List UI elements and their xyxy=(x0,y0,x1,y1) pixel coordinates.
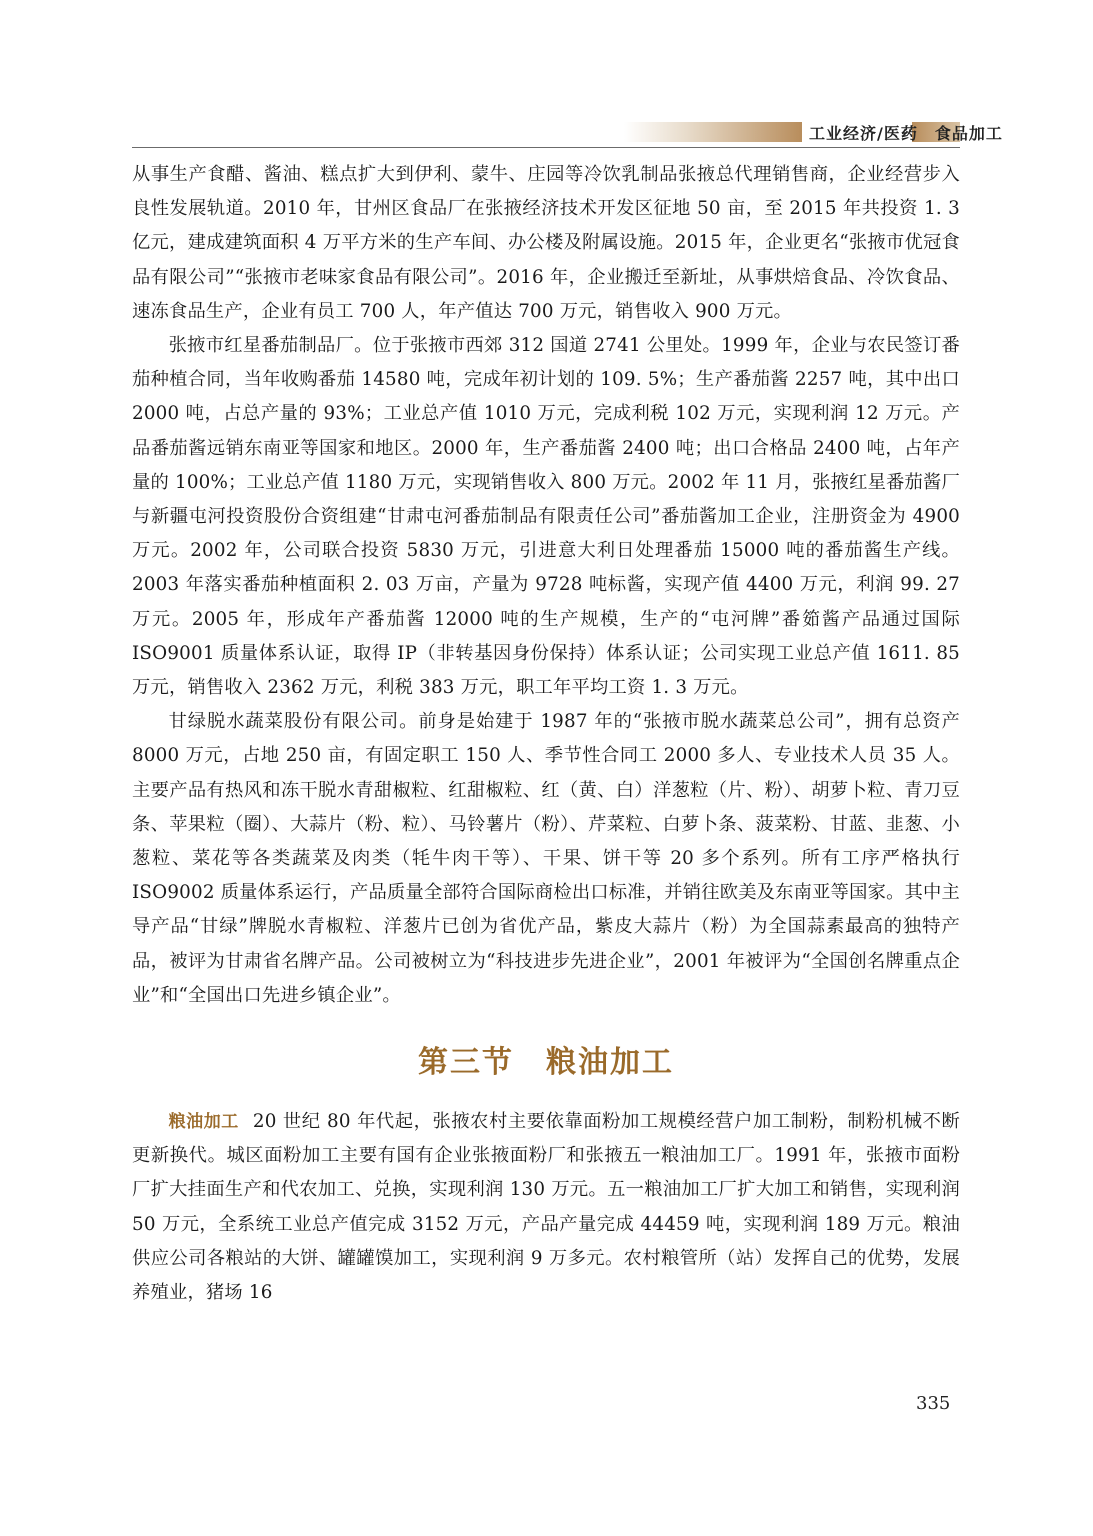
running-title: 工业经济/医药 食品加工 xyxy=(809,124,1003,143)
run-in-heading: 粮油加工 xyxy=(168,1112,239,1133)
paragraph-grain-oil-text: 20 世纪 80 年代起，张掖农村主要依靠面粉加工规模经营户加工制粉，制粉机械不断更新换代。城区面粉加工主要有国有企业张掖面粉厂和张掖五一粮油加工厂。1991 年，张掖市面粉厂扩大挂面生产和代农加工、兑换，实现利润 130 万元。五一粮油加工厂扩大加工和销售，实现利润 50 万元，全系统工业总产值完成 3152 万元，产品产量完成 44459 吨，实现利润 189 万元。粮油供应公司各粮站的大饼、罐罐馍加工，实现利润 9 万多元。农村粮管所（站）发挥自己的优势，发展养殖业，猪场 16 xyxy=(132,1111,960,1304)
paragraph-ganlv-vegetables: 甘绿脱水蔬菜股份有限公司。前身是始建于 1987 年的“张掖市脱水蔬菜总公司”，拥有总资产 8000 万元，占地 250 亩，有固定职工 150 人、季节性合同工 2000 多人、专业技术人员 35 人。主要产品有热风和冻干脱水青甜椒粒、红甜椒粒、红（黄、白）洋葱粒（片、粉）、胡萝卜粒、青刀豆条、苹果粒（圈）、大蒜片（粉、粒）、马铃薯片（粉）、芹菜粒、白萝卜条、菠菜粉、甘蓝、韭葱、小葱粒、菜花等各类蔬菜及肉类（牦牛肉干等）、干果、饼干等 20 多个系列。所有工序严格执行 ISO9002 质量体系运行，产品质量全部符合国际商检出口标准，并销往欧美及东南亚等国家。其中主导产品“甘绿”牌脱水青椒粒、洋葱片已创为省优产品，紫皮大蒜片（粉）为全国蒜素最高的独特产品，被评为甘肃省名牌产品。公司被树立为“科技进步先进企业”，2001 年被评为“全国创名牌重点企业”和“全国出口先进乡镇企业”。 xyxy=(132,711,960,1006)
page-number: 335 xyxy=(916,1393,951,1414)
section-number: 第三节 xyxy=(418,1045,514,1081)
header-decoration-left xyxy=(624,122,802,142)
page-body xyxy=(132,158,960,1310)
running-header xyxy=(132,118,1003,148)
paragraph-hongxing-tomato: 张掖市红星番茄制品厂。位于张掖市西郊 312 国道 2741 公里处。1999 年，企业与农民签订番茄种植合同，当年收购番茄 14580 吨，完成年初计划的 109. 5%；生产番茄酱 2257 吨，其中出口 2000 吨，占总产量的 93%；工业总产值 1010 万元，完成利税 102 万元，实现利润 12 万元。产品番茄酱远销东南亚等国家和地区。2000 年，生产番茄酱 2400 吨；出口合格品 2400 吨，占年产量的 100%；工业总产值 1180 万元，实现销售收入 800 万元。2002 年 11 月，张掖红星番茄酱厂与新疆屯河投资股份合资组建“甘肃屯河番茄制品有限责任公司”番茄酱加工企业，注册资金为 4900 万元。2002 年，公司联合投资 5830 万元，引进意大利日处理番茄 15000 吨的番茄酱生产线。2003 年落实番茄种植面积 2. 03 万亩，产量为 9728 吨标酱，实现产值 4400 万元，利润 99. 27 万元。2005 年，形成年产番茄酱 12000 吨的生产规模，生产的“屯河牌”番筎酱产品通过国际 ISO9001 质量体系认证，取得 IP（非转基因身份保持）体系认证；公司实现工业总产值 1611. 85 万元，销售收入 2362 万元，利税 383 万元，职工年平均工资 1. 3 万元。 xyxy=(132,335,960,699)
section-name: 粮油加工 xyxy=(546,1045,674,1081)
paragraph-grain-oil xyxy=(132,1105,960,1310)
section-heading xyxy=(132,1043,960,1083)
paragraph-continued: 从事生产食醋、酱油、糕点扩大到伊利、蒙牛、庄园等冷饮乳制品张掖总代理销售商，企业经营步入良性发展轨道。2010 年，甘州区食品厂在张掖经济技术开发区征地 50 亩，至 2015 年共投资 1. 3 亿元，建成建筑面积 4 万平方米的生产车间、办公楼及附属设施。2015 年，企业更名“张掖市优冠食品有限公司”“张掖市老味家食品有限公司”。2016 年，企业搬迁至新址，从事烘焙食品、冷饮食品、速冻食品生产，企业有员工 700 人，年产值达 700 万元，销售收入 900 万元。 xyxy=(132,164,960,322)
header-rule xyxy=(132,147,960,149)
